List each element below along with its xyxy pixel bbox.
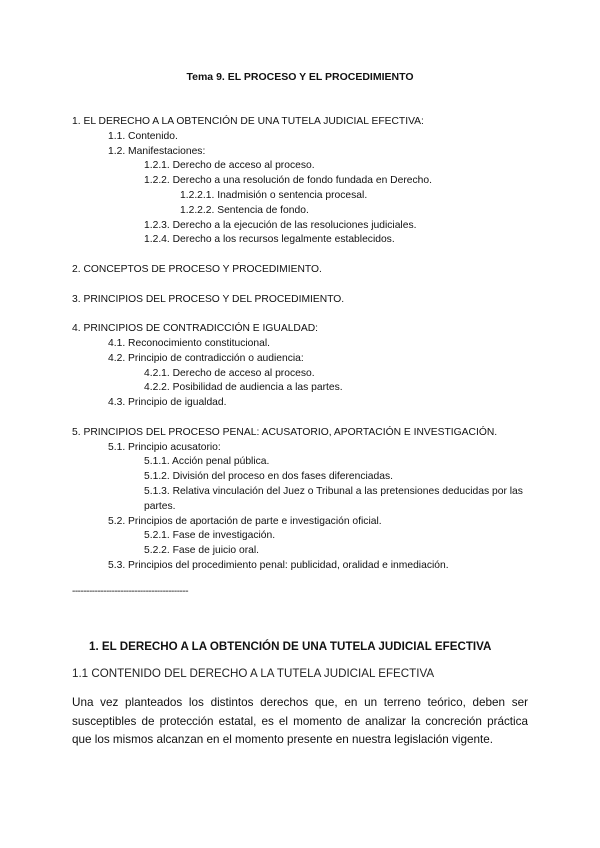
toc-item: 4.2.2. Posibilidad de audiencia a las partes.: [144, 382, 343, 394]
toc-item: 4.2.1. Derecho de acceso al proceso.: [144, 367, 315, 379]
subsection-heading: 1.1 CONTENIDO DEL DERECHO A LA TUTELA JUDICIAL EFECTIVA: [72, 667, 435, 680]
toc-item: 5.3. Principios del procedimiento penal: publicidad, oralidad e inmediación.: [108, 559, 449, 571]
section-heading: 1. EL DERECHO A LA OBTENCIÓN DE UNA TUTELA JUDICIAL EFECTIVA: [89, 640, 492, 653]
toc-spacer: [72, 307, 542, 322]
toc-item: 5.1. Principio acusatorio:: [108, 441, 221, 453]
toc-spacer: [72, 248, 542, 263]
toc-item: 4.1. Reconocimiento constitucional.: [108, 337, 270, 349]
table-of-contents: [72, 115, 542, 574]
separator-line: -----------------------------------------: [72, 586, 189, 597]
toc-item: 5.1.3. Relativa vinculación del Juez o Tribunal a las pretensiones deducidas por las partes.: [144, 485, 523, 512]
toc-item: 1.2.2. Derecho a una resolución de fondo fundada en Derecho.: [144, 175, 432, 187]
toc-item: 3. PRINCIPIOS DEL PROCESO Y DEL PROCEDIMIENTO.: [72, 293, 345, 305]
toc-item: 5.2.1. Fase de investigación.: [144, 530, 276, 542]
toc-item: 1.1. Contenido.: [108, 130, 178, 142]
toc-item: 4.3. Principio de igualdad.: [108, 397, 227, 409]
toc-item: 1.2.1. Derecho de acceso al proceso.: [144, 160, 315, 172]
toc-item: 1. EL DERECHO A LA OBTENCIÓN DE UNA TUTELA JUDICIAL EFECTIVA:: [72, 116, 424, 127]
toc-item: 1.2.2.2. Sentencia de fondo.: [180, 204, 309, 216]
toc-spacer: [72, 278, 542, 293]
toc-item: 5.2.2. Fase de juicio oral.: [144, 545, 260, 557]
toc-item: 5.2. Principios de aportación de parte e investigación oficial.: [108, 515, 382, 527]
toc-item: 1.2.3. Derecho a la ejecución de las resoluciones judiciales.: [144, 219, 417, 231]
toc-item: 1.2.4. Derecho a los recursos legalmente establecidos.: [144, 234, 395, 246]
document-title: Tema 9. EL PROCESO Y EL PROCEDIMIENTO: [186, 71, 414, 83]
toc-item: 5.1.1. Acción penal pública.: [144, 456, 270, 468]
toc-item: 5.1.2. División del proceso en dos fases diferenciadas.: [144, 471, 393, 483]
toc-item: 4. PRINCIPIOS DE CONTRADICCIÓN E IGUALDAD:: [72, 323, 319, 335]
toc-item: 1.2.2.1. Inadmisión o sentencia procesal.: [180, 189, 368, 201]
body-paragraph: Una vez planteados los distintos derechos que, en un terreno teórico, deben ser susceptibles de protección estatal, es el momento de analizar la concreción práctica que los mismos alcanzan en el momento presente en nuestra legislación vigente.: [72, 696, 528, 746]
toc-item: 5. PRINCIPIOS DEL PROCESO PENAL: ACUSATORIO, APORTACIÓN E INVESTIGACIÓN.: [72, 426, 498, 438]
toc-item: 2. CONCEPTOS DE PROCESO Y PROCEDIMIENTO.: [72, 263, 322, 275]
toc-item: 1.2. Manifestaciones:: [108, 145, 206, 157]
toc-item: 4.2. Principio de contradicción o audiencia:: [108, 352, 304, 364]
toc-spacer: [72, 411, 542, 426]
